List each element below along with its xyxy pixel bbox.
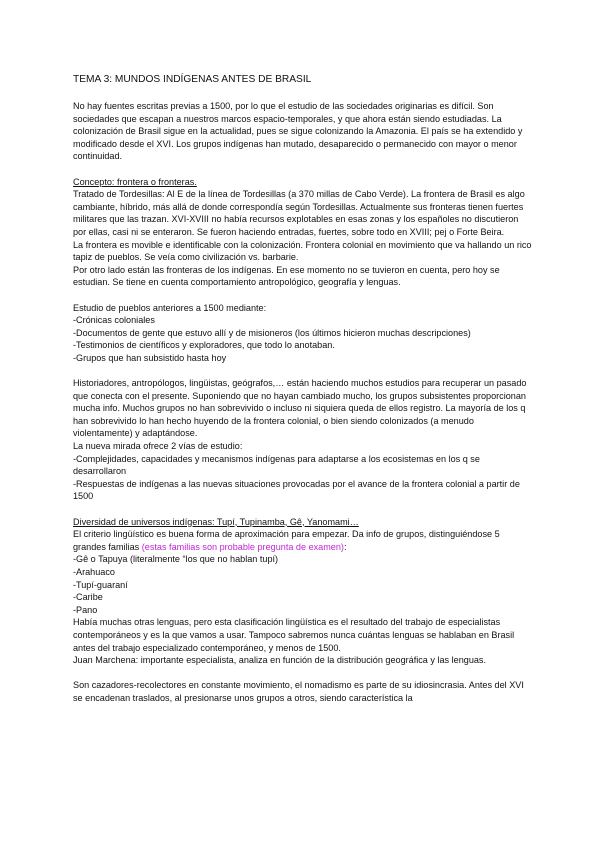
- spacer: [73, 503, 533, 516]
- cazadores-paragraph: Son cazadores-recolectores en constante movimiento, el nomadismo es parte de su idiosincrasia. Antes del XVI se encadenan traslados, al presionarse unos grupos a otros, siendo característica la: [73, 680, 524, 703]
- document-body: [73, 73, 533, 705]
- concepto-paragraph-frontera-colonial: La frontera es movible e identificable con la colonización. Frontera colonial en movimiento que va hallando un rico tapiz de pueblos. Se veía como civilización vs. barbarie.: [73, 239, 532, 263]
- list-item: -Crónicas coloniales: [73, 315, 155, 326]
- section-heading-diversidad: Diversidad de universos indígenas: Tupí, Tupinamba, Gê, Yanomami…: [73, 516, 359, 527]
- list-item: -Pano: [73, 604, 98, 615]
- concepto-paragraph-fronteras-indigenas: Por otro lado están las fronteras de los indígenas. En ese momento no se tuvieron en cuenta, pero hoy se estudian. Se tiene en cuenta comportamiento antropológico, geografía y lenguas.: [73, 264, 500, 288]
- list-item: -Gê o Tapuya (literalmente “los que no hablan tupí): [73, 554, 279, 565]
- nueva-mirada-paragraph: La nueva mirada ofrece 2 vías de estudio:: [73, 441, 243, 452]
- list-item: -Documentos de gente que estuvo allí y de misioneros (los últimos hicieron muchas descripciones): [73, 327, 471, 338]
- estudio-intro: Estudio de pueblos anteriores a 1500 mediante:: [73, 302, 267, 313]
- historiadores-paragraph: Historiadores, antropólogos, lingüistas, geógrafos,… están haciendo muchos estudios para recuperar un pasado que conecta con el presente. Suponiendo que no hayan cambiado mucho, los grupos subsistentes proporcionan mucha info. Muchos grupos no han sobrevivido o incluso ni siquiera queda de ellos registro. La mayoría de los q han sobrevivido lo han hecho huyendo de la frontera colonial, o bien siendo colonizados (a menudo violentamente) y adaptándose.: [73, 378, 527, 439]
- diversidad-intro-paragraph: [73, 528, 533, 553]
- diversidad-paragraph-lenguas: Había muchas otras lenguas, pero esta clasificación lingüística es el resultado del trabajo de especialistas contemporáneos y es la que vamos a usar. Tampoco sabremos nunca cuántas lenguas se hablaban en Brasil antes del trabajo especializado contemporáneo, y menos de 1500.: [73, 617, 515, 653]
- intro-paragraph: No hay fuentes escritas previas a 1500, por lo que el estudio de las sociedades originarias es difícil. Son sociedades que escapan a nuestros marcos espacio-temporales, y que ahora están siendo estudiadas. La colonización de Brasil sigue en la actualidad, pues se sigue colonizando la Amazonia. El país se ha extendido y modificado desde el XVI. Los grupos indígenas han mutado, desaparecido o permanecido con mayor o menor continuidad.: [73, 101, 523, 162]
- list-item: -Caribe: [73, 592, 103, 603]
- page-title: TEMA 3: MUNDOS INDÍGENAS ANTES DE BRASIL: [73, 74, 312, 85]
- list-item: -Testimonios de científicos y exploradores, que todo lo anotaban.: [73, 340, 335, 351]
- spacer: [73, 289, 533, 302]
- section-heading-concepto: Concepto: frontera o fronteras.: [73, 176, 197, 187]
- spacer: [73, 667, 533, 680]
- exam-note-highlight: (estas familias son probable pregunta de examen): [141, 541, 344, 552]
- list-item: -Grupos que han subsistido hasta hoy: [73, 352, 227, 363]
- concepto-paragraph-tordesillas: Tratado de Tordesillas: Al E de la línea de Tordesillas (a 370 millas de Cabo Verde). La frontera de Brasil es algo cambiante, híbrido, más allá de donde correspondía según Tordesillas. Actualmente sus fronteras tienen fuertes militares que las trazan. XVI-XVIII no había recursos explotables en esas zonas y los españoles no discutieron por ellas, casi ni se enteraron. Se fueron haciendo entradas, fuertes, sobre todo en XVIII; pej o Forte Beira.: [73, 189, 525, 237]
- spacer: [73, 163, 533, 176]
- diversidad-intro-text: El criterio lingüístico es buena forma de aproximación para empezar. Da info de grupos, distinguiéndose 5 grandes familias: [73, 529, 500, 552]
- diversidad-intro-colon: :: [343, 541, 347, 552]
- spacer: [73, 364, 533, 377]
- diversidad-paragraph-marchena: Juan Marchena: importante especialista, analiza en función de la distribución geográfica y las lenguas.: [73, 655, 487, 666]
- list-item: -Tupí-guaraní: [73, 579, 128, 590]
- list-item: -Arahuaco: [73, 566, 115, 577]
- list-item: -Complejidades, capacidades y mecanismos indígenas para adaptarse a los ecosistemas en los q se desarrollaron: [73, 453, 480, 477]
- list-item: -Respuestas de indígenas a las nuevas situaciones provocadas por el avance de la frontera colonial a partir de 1500: [73, 478, 520, 502]
